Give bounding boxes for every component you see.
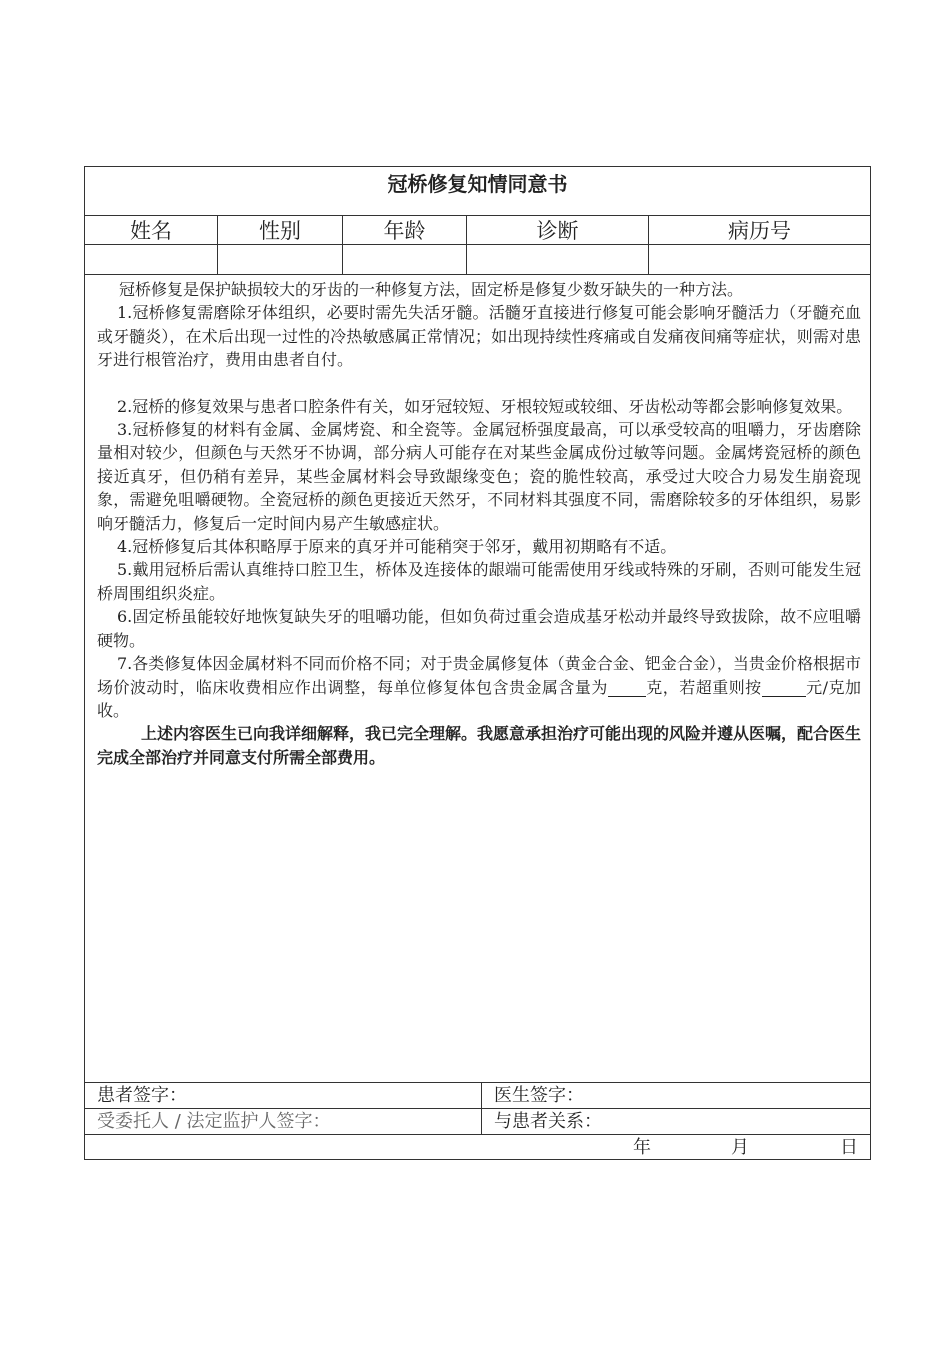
patient-signature[interactable]: 患者签字： [85, 1083, 482, 1108]
relation-field[interactable]: 与患者关系： [494, 1111, 602, 1132]
item-6: 6.固定桥虽能较好地恢复缺失牙的咀嚼功能，但如负荷过重会造成基牙松动并最终导致拔除，故不应咀嚼硬物。 [97, 607, 861, 650]
item-7-text-a: 7.各类修复体因金属材料不同而价格不同；对于贵金属修复体（黄金合金、钯金合金），当贵金价格根据市场价波动时，临床收费相应作出调整，每单位修复体包含贵金属含量为 [97, 654, 861, 697]
item-7 [97, 652, 861, 722]
item-2: 2.冠桥的修复效果与患者口腔条件有关，如牙冠较短、牙根较短或较细、牙齿松动等都会影响修复效果。 [117, 396, 853, 416]
gender-field[interactable] [218, 245, 343, 274]
header-record-number: 病历号 [728, 219, 791, 243]
form-title: 冠桥修复知情同意书 [85, 167, 870, 216]
date-year[interactable]: 年 [633, 1137, 651, 1158]
header-name: 姓名 [85, 216, 218, 244]
item-5: 5.戴用冠桥后需认真维持口腔卫生，桥体及连接体的龈端可能需使用牙线或特殊的牙刷，否则可能发生冠桥周围组织炎症。 [97, 560, 861, 603]
date-day[interactable]: 日 [840, 1137, 858, 1158]
item-7-text-c: 元/克加收。 [97, 677, 861, 720]
header-gender: 性别 [218, 216, 343, 244]
item-3: 3.冠桥修复的材料有金属、金属烤瓷、和全瓷等。金属冠桥强度最高，可以承受较高的咀嚼力，牙齿磨除量相对较少，但颜色与天然牙不协调，部分病人可能存在对某些金属成份过敏等问题。金属烤瓷冠桥的颜色接近真牙，但仍稍有差异，某些金属材料会导致龈缘变色；瓷的脆性较高，承受过大咬合力易发生崩瓷现象，需避免咀嚼硬物。全瓷冠桥的颜色更接近天然牙，不同材料其强度不同，需磨除较多的牙体组织，易影响牙髓活力，修复后一定时间内易产生敏感症状。 [97, 420, 861, 533]
gold-weight-blank[interactable] [608, 680, 646, 697]
consent-body [97, 278, 861, 769]
date-row [85, 1134, 870, 1160]
signature-row-1 [85, 1082, 870, 1108]
diagnosis-field[interactable] [467, 245, 649, 274]
patient-info-header-row [85, 216, 870, 245]
item-1: 1.冠桥修复需磨除牙体组织，必要时需先失活牙髓。活髓牙直接进行修复可能会影响牙髓活力（牙髓充血或牙髓炎），在术后出现一过性的冷热敏感属正常情况；如出现持续性疼痛或自发痛夜间痛等症状，则需对患牙进行根管治疗，费用由患者自付。 [97, 303, 861, 370]
age-field[interactable] [343, 245, 467, 274]
patient-info-input-row [85, 245, 870, 275]
guardian-signature[interactable]: 受委托人 / 法定监护人签字： [85, 1109, 482, 1134]
record-number-field[interactable] [649, 245, 870, 274]
signature-row-2 [85, 1108, 870, 1134]
consent-form [84, 166, 871, 1160]
date-month[interactable]: 月 [731, 1137, 749, 1158]
header-age: 年龄 [343, 216, 467, 244]
item-4: 4.冠桥修复后其体积略厚于原来的真牙并可能稍突于邻牙，戴用初期略有不适。 [117, 537, 677, 557]
item-7-text-b: 克，若超重则按 [645, 677, 762, 697]
doctor-signature[interactable]: 医生签字： [494, 1085, 584, 1106]
header-diagnosis: 诊断 [467, 216, 649, 244]
intro-paragraph: 冠桥修复是保护缺损较大的牙齿的一种修复方法，固定桥是修复少数牙缺失的一种方法。 [119, 280, 744, 299]
surcharge-blank[interactable] [762, 680, 806, 697]
name-field[interactable] [85, 245, 218, 274]
consent-statement: 上述内容医生已向我详细解释，我已完全理解。我愿意承担治疗可能出现的风险并遵从医嘱，配合医生完成全部治疗并同意支付所需全部费用。 [97, 724, 862, 767]
